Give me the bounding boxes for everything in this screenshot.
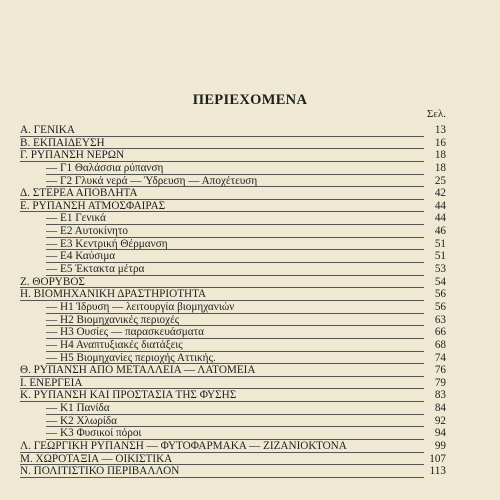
toc-entry xyxy=(20,124,446,137)
toc-entry-page-number: 92 xyxy=(434,414,446,427)
toc-entry-label: — Η4 Αναπτυξιακές διατάξεις xyxy=(46,338,183,351)
toc-entry-page-number: 94 xyxy=(434,427,446,440)
toc-entry-page-number: 66 xyxy=(434,326,446,339)
toc-subentry xyxy=(20,162,446,175)
toc-entry-page-number: 44 xyxy=(434,212,446,225)
toc-entry-label: — Ε3 Κεντρική Θέρμανση xyxy=(46,237,168,250)
toc-entry xyxy=(20,187,446,200)
toc-entry-page-number: 18 xyxy=(434,161,446,174)
toc-entry-page-number: 18 xyxy=(434,149,446,162)
toc-subentry xyxy=(20,314,446,327)
toc-entry-label: Λ. ΓΕΩΡΓΙΚΗ ΡΥΠΑΝΣΗ — ΦΥΤΟΦΑΡΜΑΚΑ — ΖΙΖΑΝΙΟΚΤΟΝΑ xyxy=(20,440,347,453)
toc-entry-label: — Γ1 Θαλάσσια ρύπανση xyxy=(46,161,164,174)
toc-entry-label: Ε. ΡΥΠΑΝΣΗ ΑΤΜΟΣΦΑΙΡΑΣ xyxy=(20,199,166,212)
toc-subentry xyxy=(20,175,446,188)
toc-entry xyxy=(20,137,446,150)
toc-entry-page-number: 44 xyxy=(434,199,446,212)
toc-entry-page-number: 76 xyxy=(434,364,446,377)
toc-entry-label: Θ. ΡΥΠΑΝΣΗ ΑΠΟ ΜΕΤΑΛΛΕΙΑ — ΛΑΤΟΜΕΙΑ xyxy=(20,364,256,377)
toc-subentry xyxy=(20,427,446,440)
toc-entry xyxy=(20,276,446,289)
toc-entry-label: — Η2 Βιομηχανικές περιοχές xyxy=(46,313,180,326)
toc-subentry xyxy=(20,212,446,225)
toc-entry-page-number: 79 xyxy=(434,376,446,389)
toc-entry-label: — Ε4 Καύσιμα xyxy=(46,250,116,263)
toc-entry-label: Ι. ΕΝΕΡΓΕΙΑ xyxy=(20,376,83,389)
toc-entry-label: — Ε5 Έκτακτα μέτρα xyxy=(46,263,145,276)
toc-entry-page-number: 51 xyxy=(434,237,446,250)
toc-entry-label: — Η1 Ίδρυση — λειτουργία βιομηχανιών xyxy=(46,300,235,313)
toc-subentry xyxy=(20,339,446,352)
toc-entry-page-number: 56 xyxy=(434,300,446,313)
toc-entry-page-number: 54 xyxy=(434,275,446,288)
toc-entry-page-number: 63 xyxy=(434,313,446,326)
toc-entry-page-number: 113 xyxy=(429,465,446,478)
toc-entry-label: Ζ. ΘΟΡΥΒΟΣ xyxy=(20,275,85,288)
toc-entry-label: Α. ΓΕΝΙΚΑ xyxy=(20,124,75,136)
toc-entry xyxy=(20,149,446,162)
toc-subentry xyxy=(20,238,446,251)
toc-entry-page-number: 16 xyxy=(434,136,446,149)
toc-subentry xyxy=(20,326,446,339)
toc-entry xyxy=(20,453,446,466)
toc-entry-label: Γ. ΡΥΠΑΝΣΗ ΝΕΡΩΝ xyxy=(20,149,125,162)
table-of-contents xyxy=(20,124,446,478)
toc-entry-label: — Ε1 Γενικά xyxy=(46,212,106,225)
toc-entry-label: Κ. ΡΥΠΑΝΣΗ ΚΑΙ ΠΡΟΣΤΑΣΙΑ ΤΗΣ ΦΥΣΗΣ xyxy=(20,389,237,402)
toc-entry-label: — Ε2 Αυτοκίνητο xyxy=(46,225,128,238)
toc-entry xyxy=(20,364,446,377)
page-column-label: Σελ. xyxy=(426,108,446,120)
toc-entry-label: — Κ1 Πανίδα xyxy=(46,402,110,415)
toc-entry-label: Μ. ΧΩΡΟΤΑΞΙΑ — ΟΙΚΙΣΤΙΚΑ xyxy=(20,452,173,465)
toc-entry xyxy=(20,440,446,453)
toc-entry-page-number: 84 xyxy=(434,402,446,415)
toc-subentry xyxy=(20,301,446,314)
toc-subentry xyxy=(20,415,446,428)
toc-entry-label: Δ. ΣΤΕΡΕΑ ΑΠΟΒΛΗΤΑ xyxy=(20,187,138,200)
toc-entry-label: Η. ΒΙΟΜΗΧΑΝΙΚΗ ΔΡΑΣΤΗΡΙΟΤΗΤΑ xyxy=(20,288,207,301)
toc-entry xyxy=(20,200,446,213)
toc-entry-label: — Κ2 Χλωρίδα xyxy=(46,414,118,427)
toc-entry-page-number: 25 xyxy=(434,174,446,187)
toc-subentry xyxy=(20,250,446,263)
toc-entry-page-number: 53 xyxy=(434,263,446,276)
toc-entry-label: — Η5 Βιομηχανίες περιοχής Αττικής. xyxy=(46,351,216,364)
toc-entry-label: Β. ΕΚΠΑΙΔΕΥΣΗ xyxy=(20,136,105,149)
toc-entry-page-number: 99 xyxy=(434,440,446,453)
toc-entry-page-number: 13 xyxy=(434,124,446,136)
page-title: ΠΕΡΙΕΧΟΜΕΝΑ xyxy=(192,92,308,108)
toc-entry-page-number: 51 xyxy=(434,250,446,263)
toc-entry-page-number: 74 xyxy=(434,351,446,364)
entry-underline xyxy=(20,477,424,478)
toc-entry xyxy=(20,465,446,478)
toc-entry-page-number: 56 xyxy=(434,288,446,301)
toc-subentry xyxy=(20,402,446,415)
toc-entry-page-number: 68 xyxy=(434,338,446,351)
toc-entry xyxy=(20,288,446,301)
toc-entry xyxy=(20,389,446,402)
toc-entry-label: — Γ2 Γλυκά νερά — Ύδρευση — Αποχέτευση xyxy=(46,174,258,187)
toc-subentry xyxy=(20,225,446,238)
toc-subentry xyxy=(20,263,446,276)
toc-entry xyxy=(20,377,446,390)
toc-entry-page-number: 42 xyxy=(434,187,446,200)
toc-entry-label: Ν. ΠΟΛΙΤΙΣΤΙΚΟ ΠΕΡΙΒΑΛΛΟΝ xyxy=(20,465,180,478)
toc-entry-label: — Κ3 Φυσικοί πόροι xyxy=(46,427,142,440)
toc-entry-page-number: 83 xyxy=(434,389,446,402)
toc-entry-label: — Η3 Ουσίες — παρασκευάσματα xyxy=(46,326,204,339)
toc-entry-page-number: 107 xyxy=(429,452,446,465)
toc-subentry xyxy=(20,352,446,365)
toc-entry-page-number: 46 xyxy=(434,225,446,238)
